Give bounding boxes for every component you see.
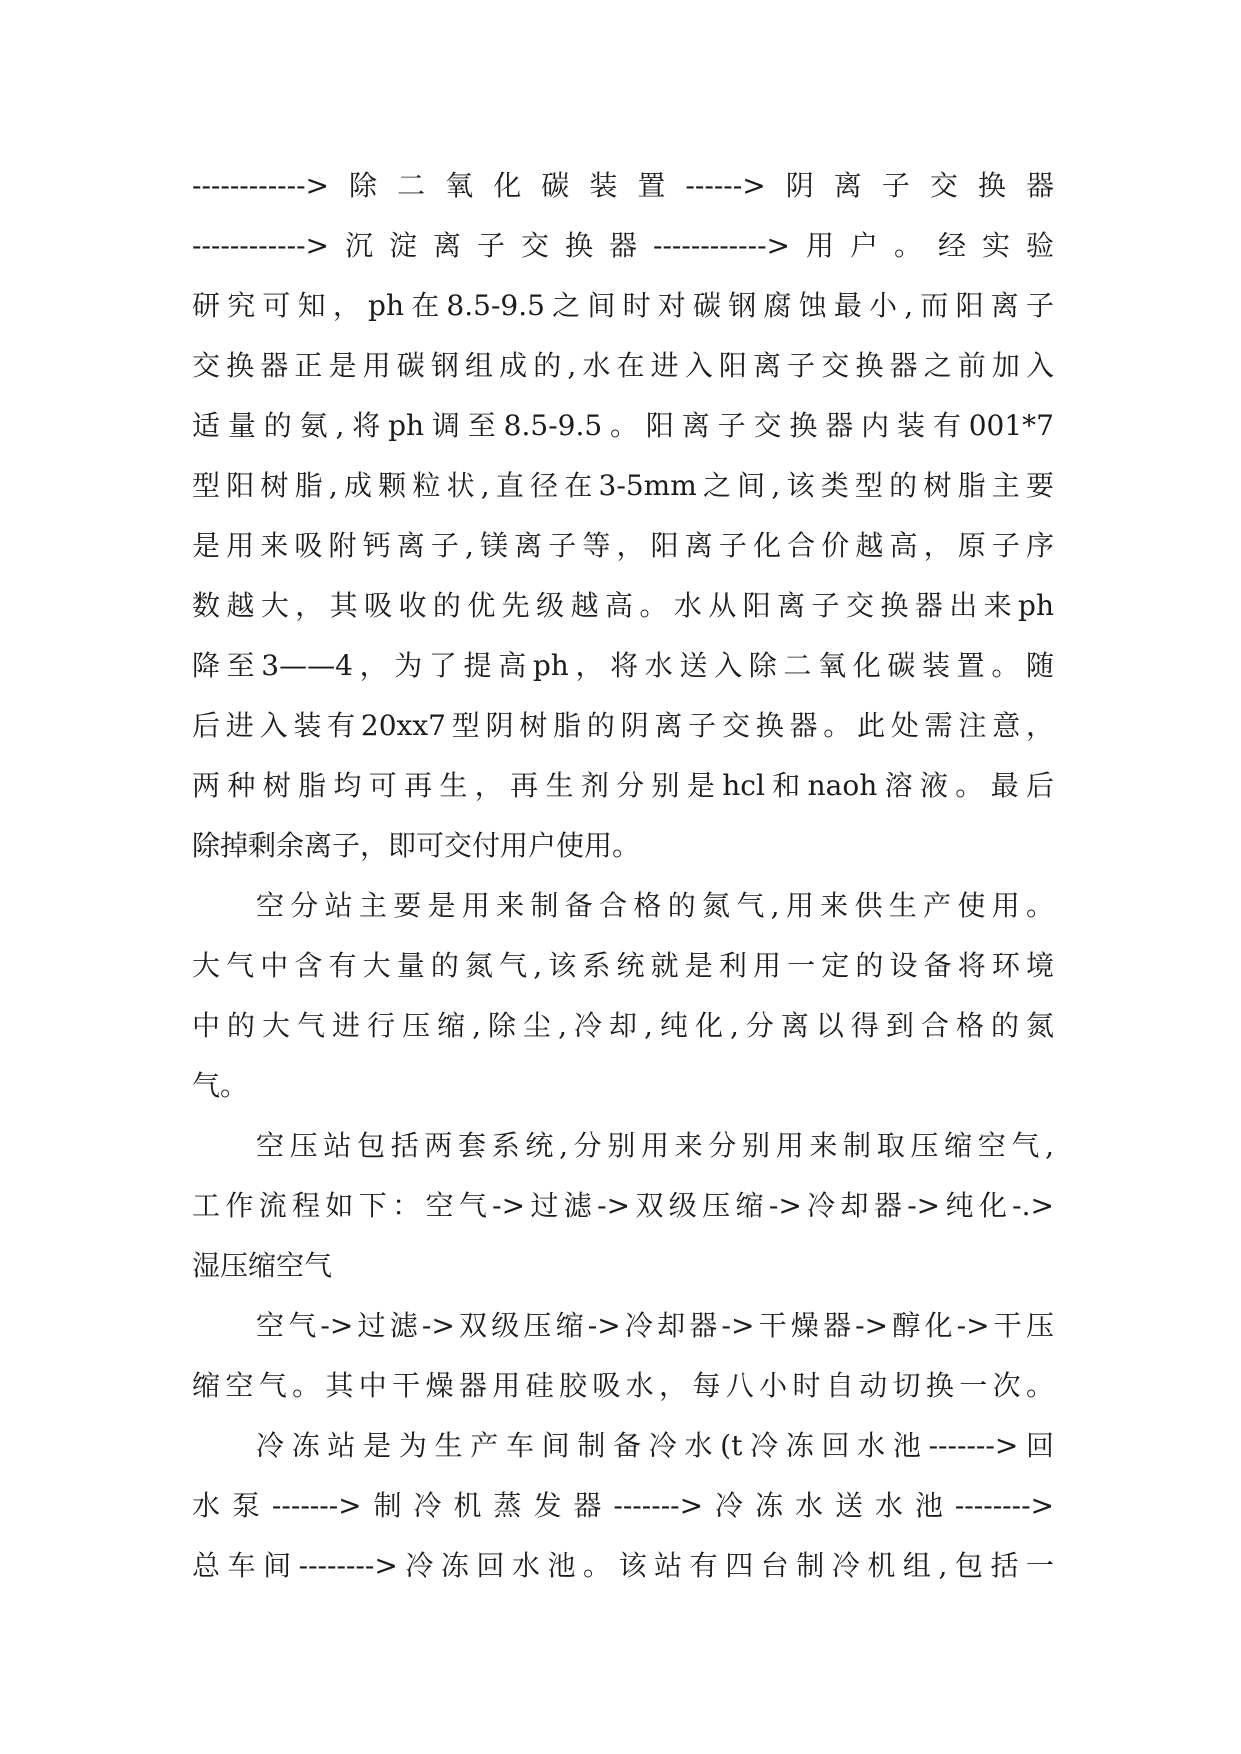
text-line: 除掉剩余离子，即可交付用户使用。 bbox=[192, 829, 641, 862]
text-line: ------------>除二氧化碳装置------>阴离子交换器 bbox=[192, 169, 1054, 202]
paragraph-start-line: 空分站主要是用来制备合格的氮气,用来供生产使用。 bbox=[256, 889, 1054, 922]
text-line: 数越大，其吸收的优先级越高。水从阳离子交换器出来ph bbox=[192, 589, 1054, 622]
text-line: 两种树脂均可再生，再生剂分别是hcl和naoh溶液。最后 bbox=[192, 769, 1054, 802]
document-body bbox=[192, 156, 1054, 1596]
text-line: 研究可知，ph在8.5-9.5之间时对碳钢腐蚀最小,而阳离子 bbox=[192, 289, 1054, 322]
text-line: 型阳树脂,成颗粒状,直径在3-5mm之间,该类型的树脂主要 bbox=[192, 469, 1054, 502]
text-line: 缩空气。其中干燥器用硅胶吸水，每八小时自动切换一次。 bbox=[192, 1369, 1054, 1402]
paragraph-start-line: 空气->过滤->双级压缩->冷却器->干燥器->醇化->干压 bbox=[256, 1309, 1054, 1342]
text-line: 交换器正是用碳钢组成的,水在进入阳离子交换器之前加入 bbox=[192, 349, 1054, 382]
text-line: 中的大气进行压缩,除尘,冷却,纯化,分离以得到合格的氮 bbox=[192, 1009, 1054, 1042]
text-line: 工作流程如下：空气->过滤->双级压缩->冷却器->纯化-.> bbox=[192, 1189, 1054, 1222]
text-line: 气。 bbox=[192, 1069, 249, 1102]
text-line: 是用来吸附钙离子,镁离子等，阳离子化合价越高，原子序 bbox=[192, 529, 1054, 562]
text-line: 水泵------->制冷机蒸发器------->冷冻水送水池--------> bbox=[192, 1489, 1054, 1522]
text-line: 后进入装有20xx7型阴树脂的阴离子交换器。此处需注意， bbox=[192, 709, 1054, 742]
paragraph-start-line: 冷冻站是为生产车间制备冷水(t冷冻回水池------->回 bbox=[256, 1429, 1054, 1462]
text-line: 降至3——4，为了提高ph，将水送入除二氧化碳装置。随 bbox=[192, 649, 1054, 682]
text-line: 大气中含有大量的氮气,该系统就是利用一定的设备将环境 bbox=[192, 949, 1054, 982]
text-line: ------------>沉淀离子交换器------------>用户。经实验 bbox=[192, 229, 1054, 262]
text-line: 湿压缩空气 bbox=[192, 1249, 333, 1282]
text-line: 适量的氨,将ph调至8.5-9.5。阳离子交换器内装有001*7 bbox=[192, 409, 1054, 442]
paragraph-start-line: 空压站包括两套系统,分别用来分别用来制取压缩空气, bbox=[256, 1129, 1054, 1162]
text-line: 总车间-------->冷冻回水池。该站有四台制冷机组,包括一 bbox=[192, 1549, 1054, 1582]
